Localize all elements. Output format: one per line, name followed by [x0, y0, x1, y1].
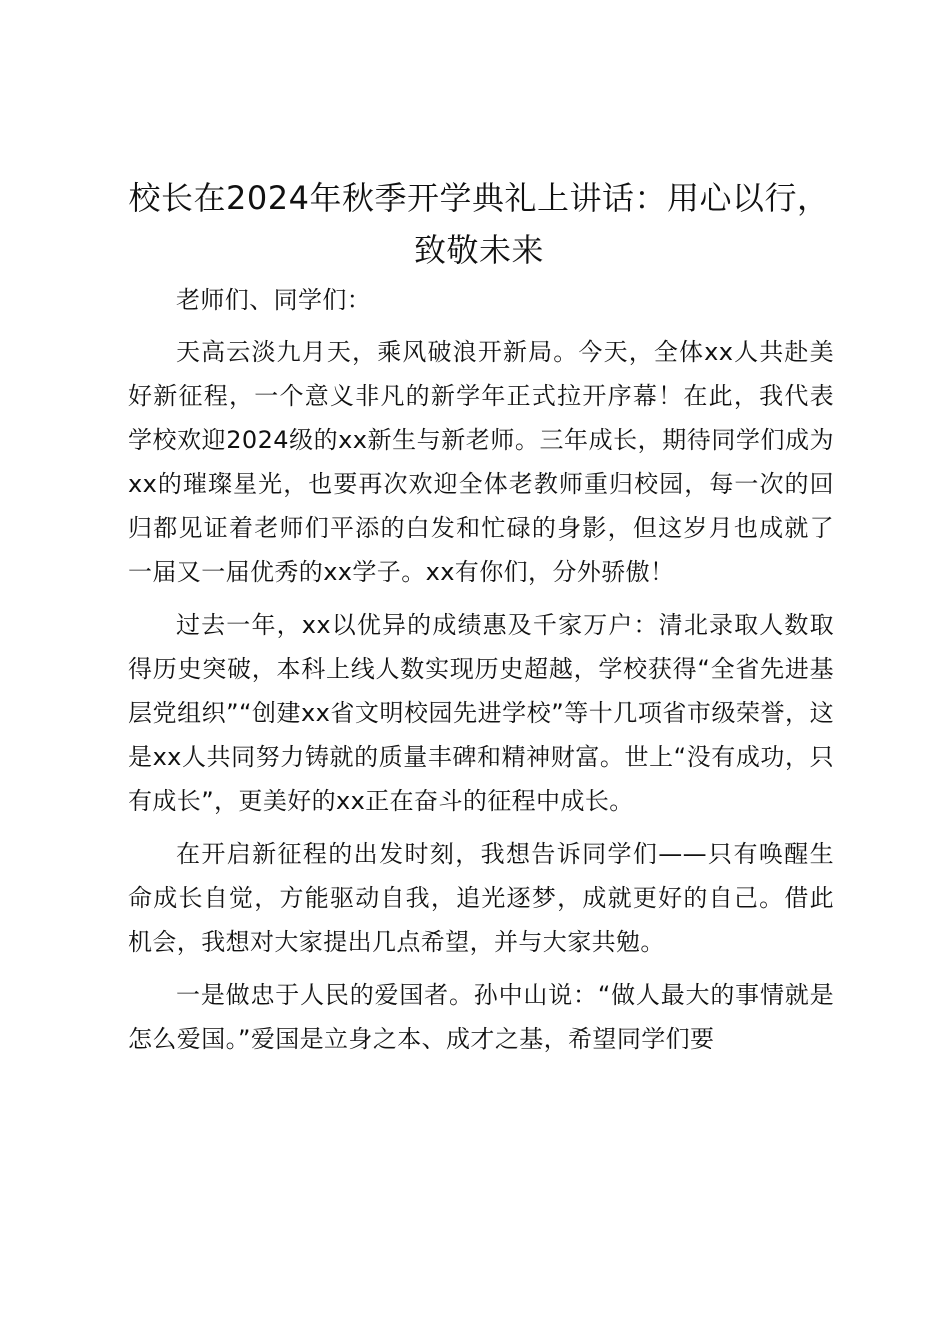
- paragraph-new-journey: 在开启新征程的出发时刻，我想告诉同学们——只有唤醒生命成长自觉，方能驱动自我，追光逐梦，成就更好的自己。借此机会，我想对大家提出几点希望，并与大家共勉。: [128, 840, 834, 956]
- document-body: [128, 278, 834, 1070]
- paragraph-opening: 天高云淡九月天，乘风破浪开新局。今天，全体xx人共赴美好新征程，一个意义非凡的新学年正式拉开序幕！在此，我代表学校欢迎2024级的xx新生与新老师。三年成长，期待同学们成为xx的璀璨星光，也要再次欢迎全体老教师重归校园，每一次的回归都见证着老师们平添的白发和忙碌的身影，但这岁月也成就了一届又一届优秀的xx学子。xx有你们，分外骄傲！: [128, 338, 834, 586]
- salutation: 老师们、同学们：: [176, 286, 372, 314]
- paragraph-achievements: 过去一年，xx以优异的成绩惠及千家万户：清北录取人数取得历史突破，本科上线人数实现历史超越，学校获得“全省先进基层党组织”“创建xx省文明校园先进学校”等十几项省市级荣誉，这是xx人共同努力铸就的质量丰碑和精神财富。世上“没有成功，只有成长”，更美好的xx正在奋斗的征程中成长。: [128, 611, 834, 815]
- paragraph-patriotism: 一是做忠于人民的爱国者。孙中山说：“做人最大的事情就是怎么爱国。”爱国是立身之本、成才之基，希望同学们要: [128, 981, 834, 1053]
- document-title: 校长在2024年秋季开学典礼上讲话：用心以行，致敬未来: [128, 179, 830, 269]
